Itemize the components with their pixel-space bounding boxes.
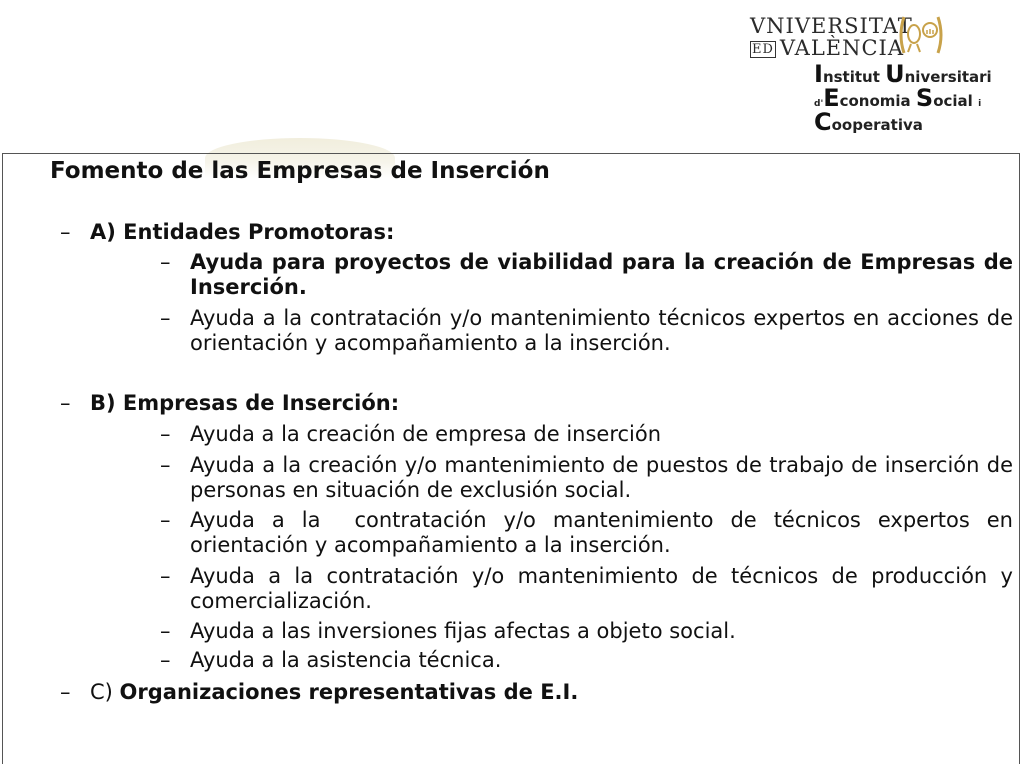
list-item-b5 (160, 619, 1013, 644)
word-institut: nstitut (822, 68, 880, 86)
initial-c: C (814, 108, 832, 136)
list-item-c (60, 680, 1000, 705)
slide-title: Fomento de las Empresas de Inserción (50, 158, 550, 184)
university-city: VALÈNCIA (779, 36, 905, 60)
list-item-b1 (160, 422, 1013, 447)
bullet-dash: – (160, 564, 171, 588)
institute-line-2 (814, 84, 1014, 112)
bullet-dash: – (160, 453, 171, 477)
list-item-b6 (160, 648, 1013, 673)
word-economia: conomia (839, 92, 911, 110)
list-item-a (60, 220, 1000, 245)
item-text: Ayuda a la contratación y/o mantenimiento técnicos expertos en acciones de orientación y acompañamiento a la inserción. (190, 306, 1013, 355)
item-text: Ayuda a la creación de empresa de inserción (190, 422, 662, 446)
bullet-dash: – (160, 422, 171, 446)
list-item-a1 (160, 250, 1013, 300)
university-name-line1: VNIVERSITAT (750, 14, 913, 38)
item-text (90, 680, 1000, 705)
initial-e: E (823, 84, 840, 112)
item-text: Ayuda a la creación y/o mantenimiento de puestos de trabajo de inserción de personas en situación de exclusión social. (190, 453, 1013, 502)
bullet-dash: – (160, 508, 171, 532)
item-text: Ayuda a la asistencia técnica. (190, 648, 502, 672)
word-social: ocial (933, 92, 973, 110)
institute-logo (814, 60, 1014, 136)
item-text: B) Empresas de Inserción: (90, 391, 400, 415)
item-bold-text: Organizaciones representativas de E.I. (119, 680, 579, 704)
institute-line-3 (814, 108, 1014, 136)
item-text: Ayuda a las inversiones fijas afectas a objeto social. (190, 619, 736, 643)
item-text: Ayuda a la contratación y/o mantenimiento de técnicos de producción y comercialización. (190, 564, 1013, 613)
initial-u: U (885, 60, 905, 88)
initial-s: S (915, 84, 934, 112)
bullet-dash: – (60, 680, 71, 704)
item-text: Ayuda a la contratación y/o mantenimiento de técnicos expertos en orientación y acompañamiento a la inserción. (190, 508, 1020, 557)
initial-i: I (814, 60, 823, 88)
bullet-dash: – (60, 220, 71, 244)
item-text: A) Entidades Promotoras: (90, 220, 395, 244)
bullet-dash: – (160, 648, 171, 672)
institute-line-1 (814, 60, 1014, 88)
list-item-b2 (160, 453, 1013, 503)
list-item-a2 (160, 306, 1013, 356)
university-name-line2 (750, 36, 904, 60)
bullet-dash: – (60, 391, 71, 415)
item-prefix: C) (90, 680, 120, 704)
bullet-dash: – (160, 250, 171, 274)
ed-mark: ED (752, 42, 774, 57)
word-cooperativa: ooperativa (831, 116, 923, 134)
word-universitari: niversitari (904, 68, 992, 86)
list-item-b4 (160, 564, 1013, 614)
item-text: Ayuda para proyectos de viabilidad para la creación de Empresas de Inserción. (190, 250, 1013, 299)
bullet-dash: – (160, 306, 171, 330)
university-logo (750, 12, 950, 60)
list-item-b (60, 391, 1000, 416)
university-seal-icon (896, 14, 946, 56)
suffix-i: i (978, 99, 982, 109)
prefix-d: d' (814, 99, 824, 109)
list-item-b3 (160, 508, 1020, 558)
bullet-dash: – (160, 619, 171, 643)
